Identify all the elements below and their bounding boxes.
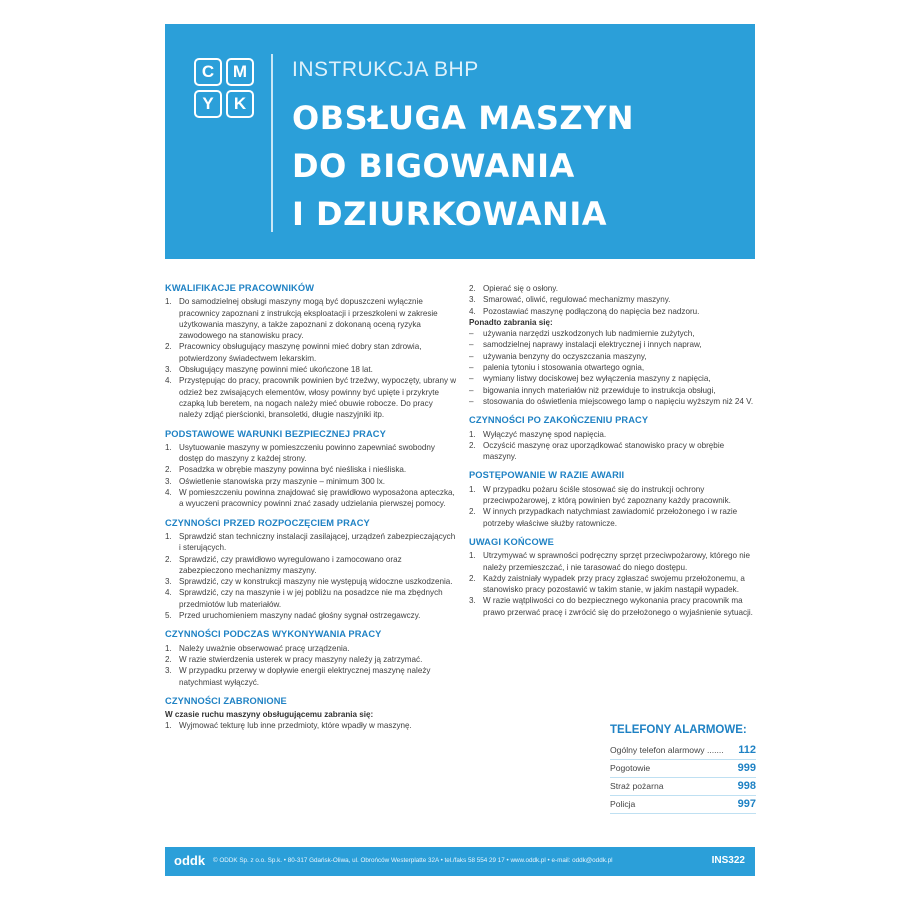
section-kwalifikacje <box>165 283 457 421</box>
phone-number: 998 <box>737 780 756 792</box>
list-item: 1. Usytuowanie maszyny w pomieszczeniu powinno zapewniać swobodny dostęp do maszyny z każdej strony. <box>165 442 435 464</box>
section-zabronione-cont <box>469 283 757 407</box>
left-column <box>165 283 457 740</box>
list-item: 2. Pracownicy obsługujący maszynę powinni mieć dobry stan zdrowia, potwierdzony świadectwem lekarskim. <box>165 342 422 363</box>
list-item: 2. Sprawdzić, czy prawidłowo wyregulowano i zamocowano oraz zabezpieczono mechanizmy maszyny. <box>165 554 402 575</box>
section-heading: CZYNNOŚCI PRZED ROZPOCZĘCIEM PRACY <box>165 517 370 528</box>
list-item: 1. Wyjmować tekturę lub inne przedmioty, które wpadły w maszynę. <box>165 721 412 731</box>
section-heading: CZYNNOŚCI PO ZAKOŃCZENIU PRACY <box>469 415 649 426</box>
list-item: 1. Sprawdzić stan techniczny instalacji zasilającej, urządzeń zabezpieczających i sterujących. <box>165 531 456 553</box>
list-item: 4. Pozostawiać maszynę podłączoną do napięcia bez nadzoru. <box>469 306 700 316</box>
section-podczas <box>165 629 457 687</box>
section-heading: KWALIFIKACJE PRACOWNIKÓW <box>165 283 315 293</box>
logo-letter: Y <box>194 90 222 118</box>
list-item: 2. W innych przypadkach natychmiast zawiadomić przełożonego i w razie potrzeby właściwe służby ratownicze. <box>469 507 738 528</box>
phone-label: Pogotowie <box>610 763 651 773</box>
header-divider <box>271 54 273 232</box>
list-item: 1. Wyłączyć maszynę spod napięcia. <box>469 429 607 439</box>
section-heading: POSTĘPOWANIE W RAZIE AWARII <box>469 470 625 481</box>
list-item: 3. Oświetlenie stanowiska przy maszynie – minimum 300 lx. <box>165 476 386 486</box>
list-item: 4. Przystępując do pracy, pracownik powinien być trzeźwy, wypoczęty, ubrany w odzież bez zwisających elementów, włosy powinny być upięte i przykryte czapką lub beretem, na nogach należy mieć obuwie robocze. Do pracy należy zdjąć pierścionki, bransoletki, długie naszyjniki itp. <box>165 376 457 420</box>
section-subheading: Ponadto zabrania się: <box>469 317 553 327</box>
phone-row <box>610 760 756 778</box>
section-awaria <box>469 470 757 528</box>
list-item: 2. Opierać się o osłony. <box>469 284 558 293</box>
phone-number: 999 <box>737 762 756 774</box>
list-item: 1. W przypadku pożaru ściśle stosować się do instrukcji ochrony przeciwpożarowej, z którą powinien być zapoznany każdy pracownik. <box>469 484 731 506</box>
list-item: 2. Każdy zaistniały wypadek przy pracy zgłaszać swojemu przełożonemu, a stanowisko pracy pozostawić w takim stanie, w jakim nastąpił wypadek. <box>469 573 745 595</box>
instruction-sheet <box>165 24 755 876</box>
list-item: 3. Smarować, oliwić, regulować mechanizmy maszyny. <box>469 295 671 305</box>
document-title <box>292 94 742 238</box>
section-heading: PODSTAWOWE WARUNKI BEZPIECZNEJ PRACY <box>165 428 386 439</box>
list-item: 4. W pomieszczeniu powinna znajdować się prawidłowo wyposażona apteczka, a wyuczeni pracownicy powinni znać zasady udzielania pierwszej pomocy. <box>165 488 455 509</box>
document-kicker: INSTRUKCJA BHP <box>292 58 479 81</box>
list-item: 3. W przypadku przerwy w dopływie energii elektrycznej maszynę należy natychmiast wyłączyć. <box>165 666 431 687</box>
header-banner <box>165 24 755 259</box>
section-warunki <box>165 429 457 510</box>
section-uwagi <box>469 537 757 618</box>
logo-letter: C <box>194 58 222 86</box>
phone-number: 112 <box>738 744 756 756</box>
phone-row <box>610 778 756 796</box>
list-item: 2. W razie stwierdzenia usterek w pracy maszyny należy ją zatrzymać. <box>165 654 423 664</box>
phone-number: 997 <box>737 798 756 810</box>
phone-row <box>610 742 756 760</box>
list-item: 3. Sprawdzić, czy w konstrukcji maszyny nie występują widoczne uszkodzenia. <box>165 577 453 587</box>
section-przed <box>165 518 457 622</box>
list-item: – palenia tytoniu i stosowania otwartego ognia, <box>469 362 757 373</box>
list-item: 3. W razie wątpliwości co do bezpiecznego wykonania pracy pracownik ma prawo przerwać pracę i zwrócić się do przełożonego o wyjaśnienie sytuacji. <box>469 596 753 617</box>
phone-row <box>610 796 756 814</box>
list-item: 3. Obsługujący maszynę powinni mieć ukończone 18 lat. <box>165 365 373 375</box>
list-item: – bigowania innych materiałów niż przewiduje to instrukcja obsługi, <box>469 385 757 396</box>
list-item: 1. Należy uważnie obserwować pracę urządzenia. <box>165 643 350 653</box>
list-item: 2. Posadzka w obrębie maszyny powinna być nieśliska i nieśliska. <box>165 465 407 475</box>
list-item: – używania narzędzi uszkodzonych lub nadmiernie zużytych, <box>469 328 757 339</box>
logo-letter: M <box>226 58 254 86</box>
logo-letter: K <box>226 90 254 118</box>
section-intro: W czasie ruchu maszyny obsługującemu zabrania się: <box>165 710 374 720</box>
list-item: 1. Do samodzielnej obsługi maszyny mogą być dopuszczeni wyłącznie pracownicy zapoznani z instrukcją eksploatacji i przeszkoleni w zakresie użytkowania maszyny, a także zapoznani z dokonaną oceną ryzyka zawodowego na stanowisku pracy. <box>165 297 438 341</box>
footer-bar <box>165 847 755 876</box>
phone-label: Policja <box>610 799 636 809</box>
phone-label: Ogólny telefon alarmowy ....... <box>610 745 724 755</box>
footer-publisher-info: © ODDK Sp. z o.o. Sp.k. • 80-317 Gdańsk-Oliwa, ul. Obrońców Westerplatte 32A • tel./faks 58 554 29 17 • www.oddk.pl • e-mail: oddk@oddk.pl <box>213 857 613 864</box>
title-line: I DZIURKOWANIA <box>292 195 607 233</box>
title-line: DO BIGOWANIA <box>292 147 575 185</box>
oddk-logo-icon: oddk <box>174 853 206 868</box>
title-line: OBSŁUGA MASZYN <box>292 99 635 137</box>
section-heading: UWAGI KOŃCOWE <box>469 536 554 547</box>
list-item: – samodzielnej naprawy instalacji elektrycznej i innych napraw, <box>469 339 757 350</box>
list-item: – stosowania do oświetlenia miejscowego lamp o napięciu wyższym niż 24 V. <box>469 396 757 407</box>
list-item: 1. Utrzymywać w sprawności podręczny sprzęt przeciwpożarowy, którego nie należy przemieszczać, i nie tarasować do niego dostępu. <box>469 551 751 572</box>
list-item: 2. Oczyścić maszynę oraz uporządkować stanowisko pracy w obrębie maszyny. <box>469 440 725 462</box>
section-po <box>469 415 757 462</box>
section-heading: CZYNNOŚCI PODCZAS WYKONYWANIA PRACY <box>165 629 382 640</box>
cmyk-logo-icon <box>194 58 254 118</box>
list-item: – używania benzyny do oczyszczania maszyny, <box>469 351 757 362</box>
right-column <box>469 283 757 626</box>
list-item: 4. Sprawdzić, czy na maszynie i w jej pobliżu na posadzce nie ma zbędnych przedmiotów lub materiałów. <box>165 588 443 609</box>
section-zabronione <box>165 696 457 732</box>
document-code: INS322 <box>711 855 745 866</box>
section-heading: CZYNNOŚCI ZABRONIONE <box>165 695 287 706</box>
list-item: 5. Przed uruchomieniem maszyny nadać głośny sygnał ostrzegawczy. <box>165 611 421 621</box>
phones-heading: TELEFONY ALARMOWE: <box>610 724 747 736</box>
emergency-phones <box>610 724 756 814</box>
phone-label: Straż pożarna <box>610 781 664 791</box>
list-item: – wymiany listwy dociskowej bez wyłączenia maszyny z napięcia, <box>469 373 757 384</box>
